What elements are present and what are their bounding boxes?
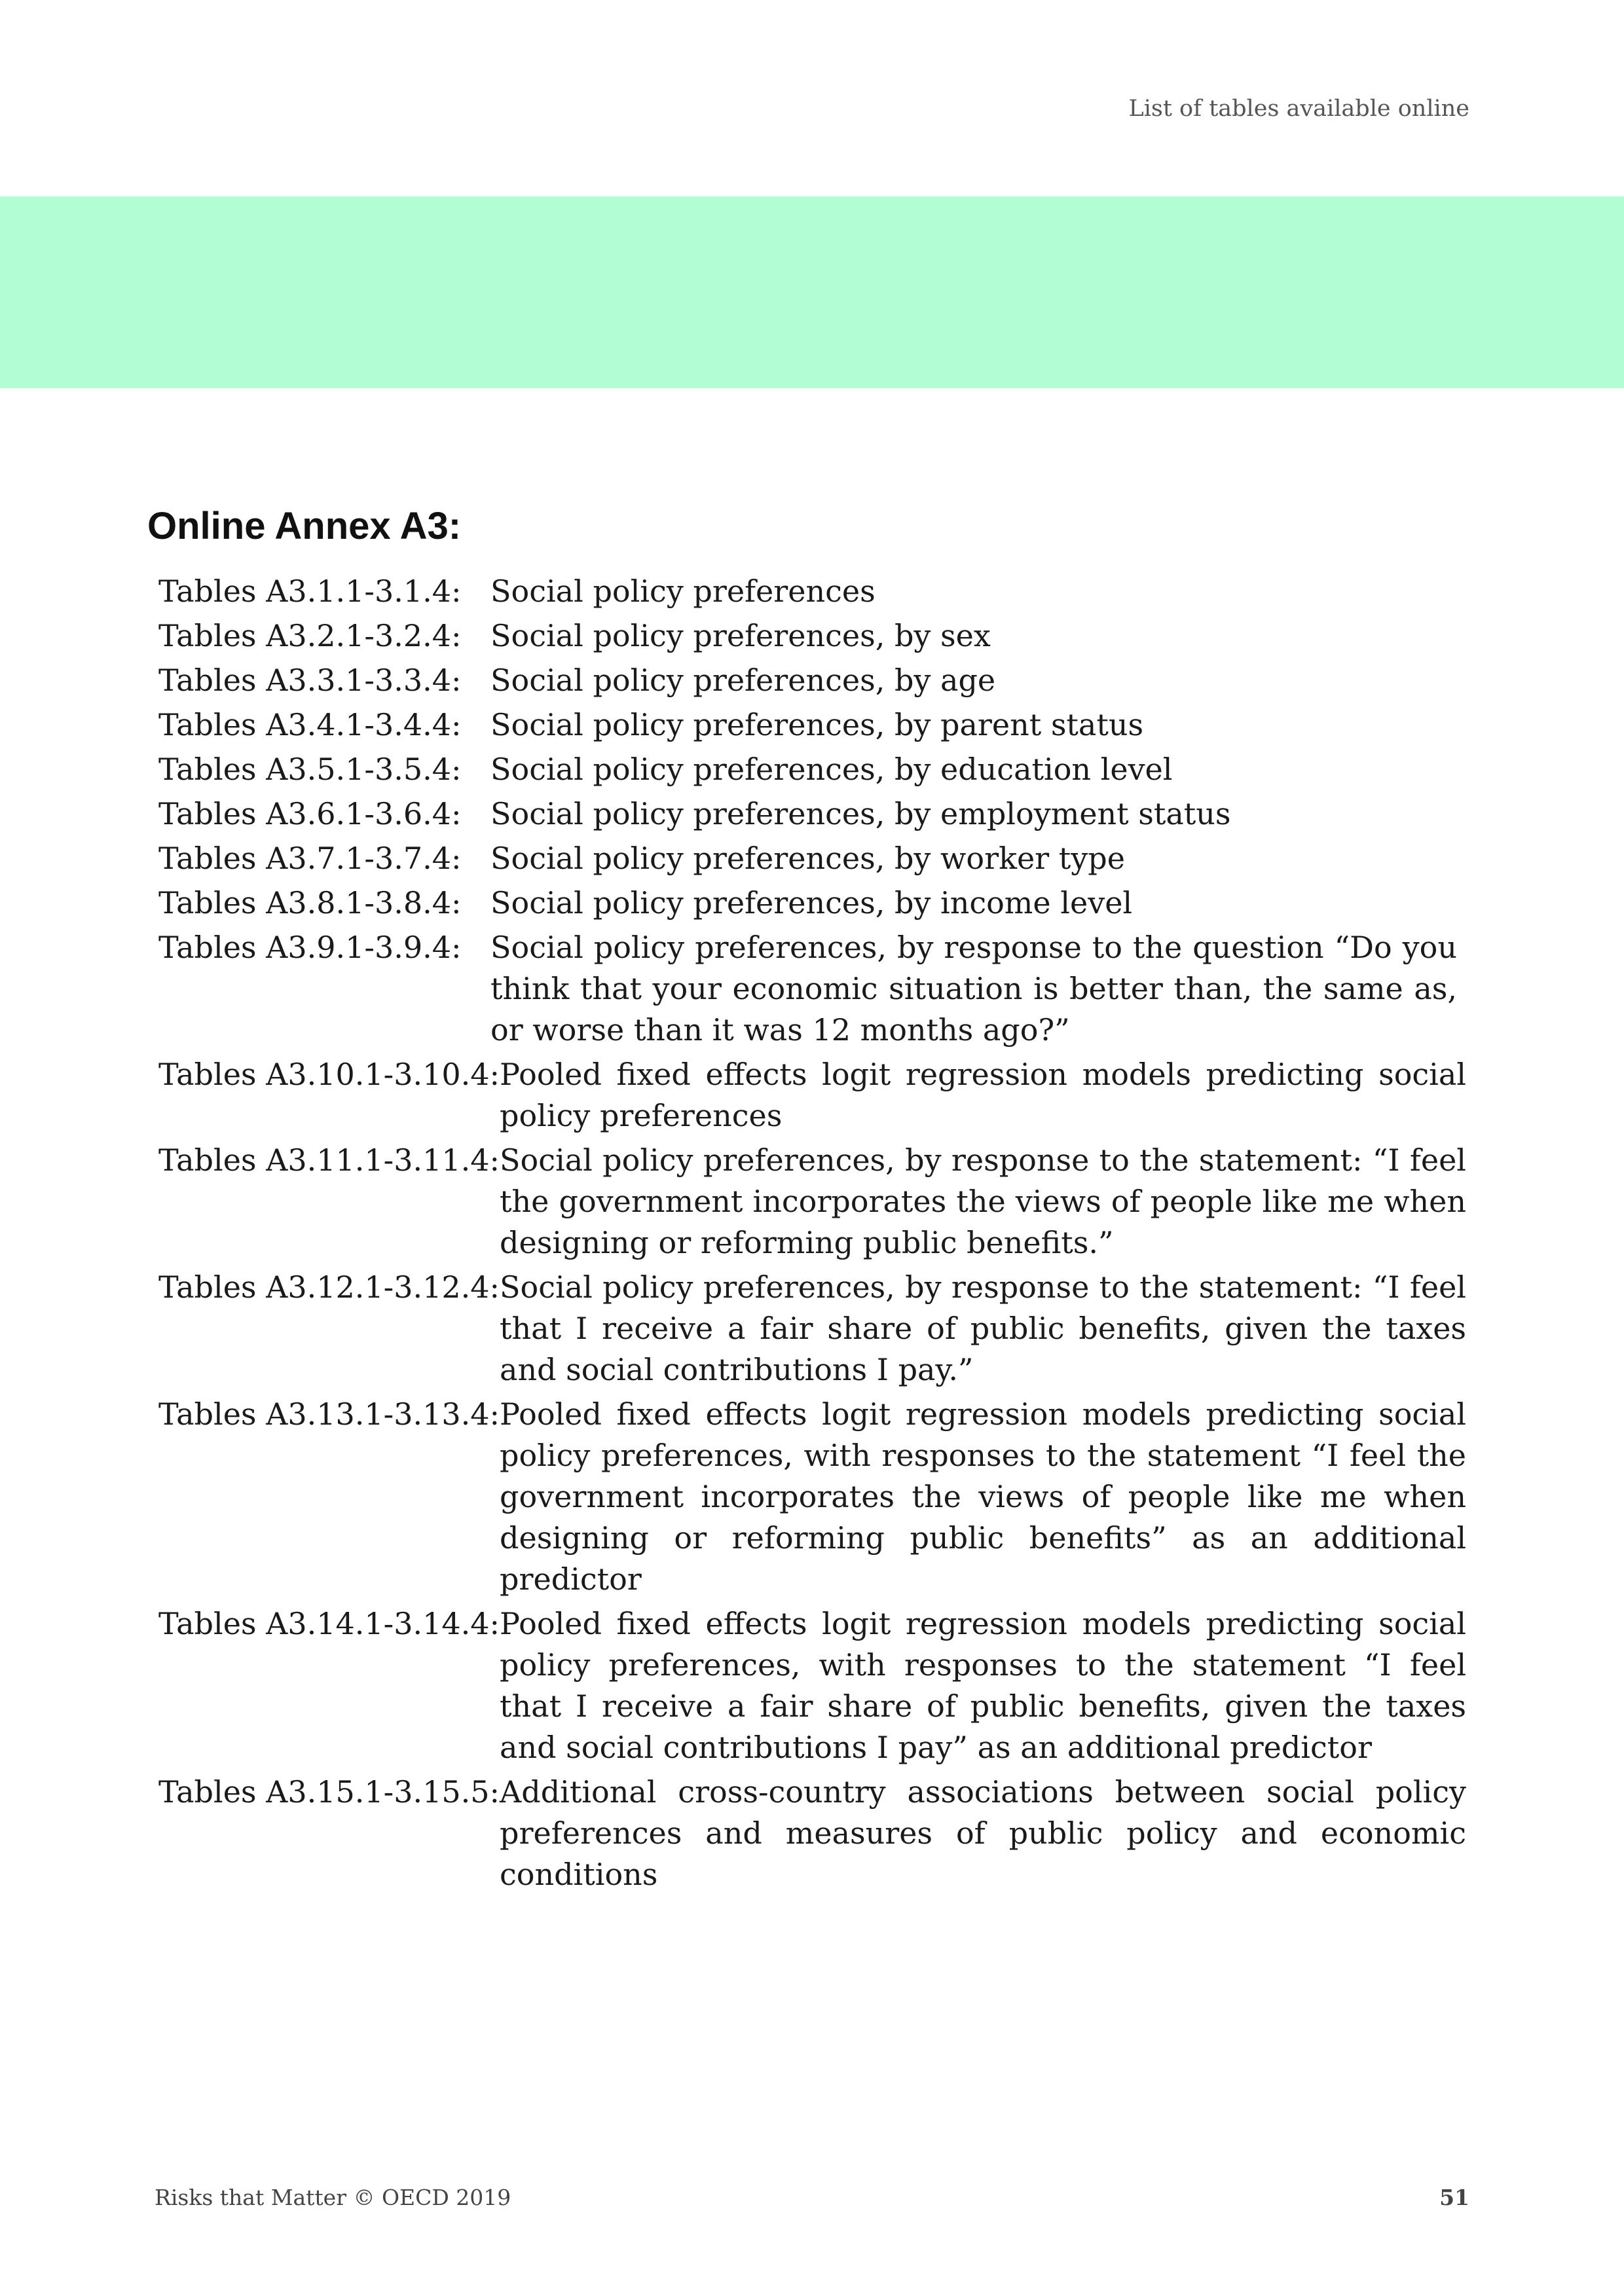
table-description: Social policy preferences: [490, 574, 876, 609]
table-description: Social policy preferences, by response to the statement: “I feel that I receive a fair share of public benefits, given the taxes and social contributions I pay.”: [500, 1269, 1467, 1387]
table-description: Social policy preferences, by response to the question “Do you think that your economic situation is better than, the same as, or worse than it was 12 months ago?”: [490, 930, 1457, 1048]
table-reference: Tables A3.10.1-3.10.4:: [158, 1057, 500, 1092]
table-description: Pooled fixed effects logit regression models predicting social policy preferences, with responses to the statement “I feel the government incorporates the views of people like me when designing or reforming public benefits” as an additional predictor: [500, 1396, 1467, 1597]
table-description: Pooled fixed effects logit regression models predicting social policy preferences, with responses to the statement “I feel that I receive a fair share of public benefits, given the taxes and social contributions I pay” as an additional predictor: [500, 1606, 1467, 1765]
table-list-item: [158, 883, 1468, 924]
table-list-item: [158, 615, 1468, 657]
annex-title: Online Annex A3:: [147, 505, 462, 547]
page-number: 51: [1439, 2185, 1469, 2210]
table-reference: Tables A3.15.1-3.15.5:: [158, 1774, 500, 1810]
table-list-item: [158, 1603, 1468, 1768]
table-list-item: [158, 1772, 1468, 1895]
table-reference: Tables A3.6.1-3.6.4:: [158, 796, 462, 831]
table-reference: Tables A3.14.1-3.14.4:: [158, 1606, 500, 1641]
table-reference: Tables A3.8.1-3.8.4:: [158, 885, 462, 920]
table-list-item: [158, 660, 1468, 701]
table-list-item: [158, 1140, 1468, 1264]
table-description: Social policy preferences, by sex: [490, 618, 991, 653]
table-description: Social policy preferences, by education level: [490, 752, 1173, 787]
table-reference: Tables A3.4.1-3.4.4:: [158, 707, 462, 742]
table-list-item: [158, 749, 1468, 790]
table-description: Social policy preferences, by worker type: [490, 841, 1125, 876]
table-list-item: [158, 793, 1468, 835]
table-list: [158, 571, 1468, 1899]
table-description: Additional cross-country associations between social policy preferences and measures of public policy and economic conditions: [500, 1774, 1467, 1892]
table-description: Pooled fixed effects logit regression models predicting social policy preferences: [500, 1057, 1467, 1133]
table-reference: Tables A3.1.1-3.1.4:: [158, 574, 462, 609]
table-reference: Tables A3.5.1-3.5.4:: [158, 752, 462, 787]
table-reference: Tables A3.7.1-3.7.4:: [158, 841, 462, 876]
table-description: Social policy preferences, by parent status: [490, 707, 1144, 742]
table-reference: Tables A3.12.1-3.12.4:: [158, 1269, 500, 1305]
table-list-item: [158, 1394, 1468, 1600]
table-list-item: [158, 571, 1468, 612]
table-description: Social policy preferences, by response to the statement: “I feel the government incorporates the views of people like me when designing or reforming public benefits.”: [500, 1142, 1467, 1260]
table-description: Social policy preferences, by age: [490, 663, 996, 698]
running-header: List of tables available online: [1128, 96, 1469, 122]
table-list-item: [158, 704, 1468, 746]
table-list-item: [158, 927, 1468, 1051]
table-list-item: [158, 1054, 1468, 1137]
table-description: Social policy preferences, by income level: [490, 885, 1133, 920]
table-description: Social policy preferences, by employment status: [490, 796, 1231, 831]
table-reference: Tables A3.2.1-3.2.4:: [158, 618, 462, 653]
footer-publication: Risks that Matter © OECD 2019: [155, 2185, 511, 2210]
table-reference: Tables A3.3.1-3.3.4:: [158, 663, 462, 698]
table-reference: Tables A3.9.1-3.9.4:: [158, 930, 462, 965]
header-color-band: [0, 196, 1624, 388]
table-reference: Tables A3.13.1-3.13.4:: [158, 1396, 500, 1432]
table-list-item: [158, 838, 1468, 879]
table-reference: Tables A3.11.1-3.11.4:: [158, 1142, 500, 1178]
table-list-item: [158, 1267, 1468, 1391]
